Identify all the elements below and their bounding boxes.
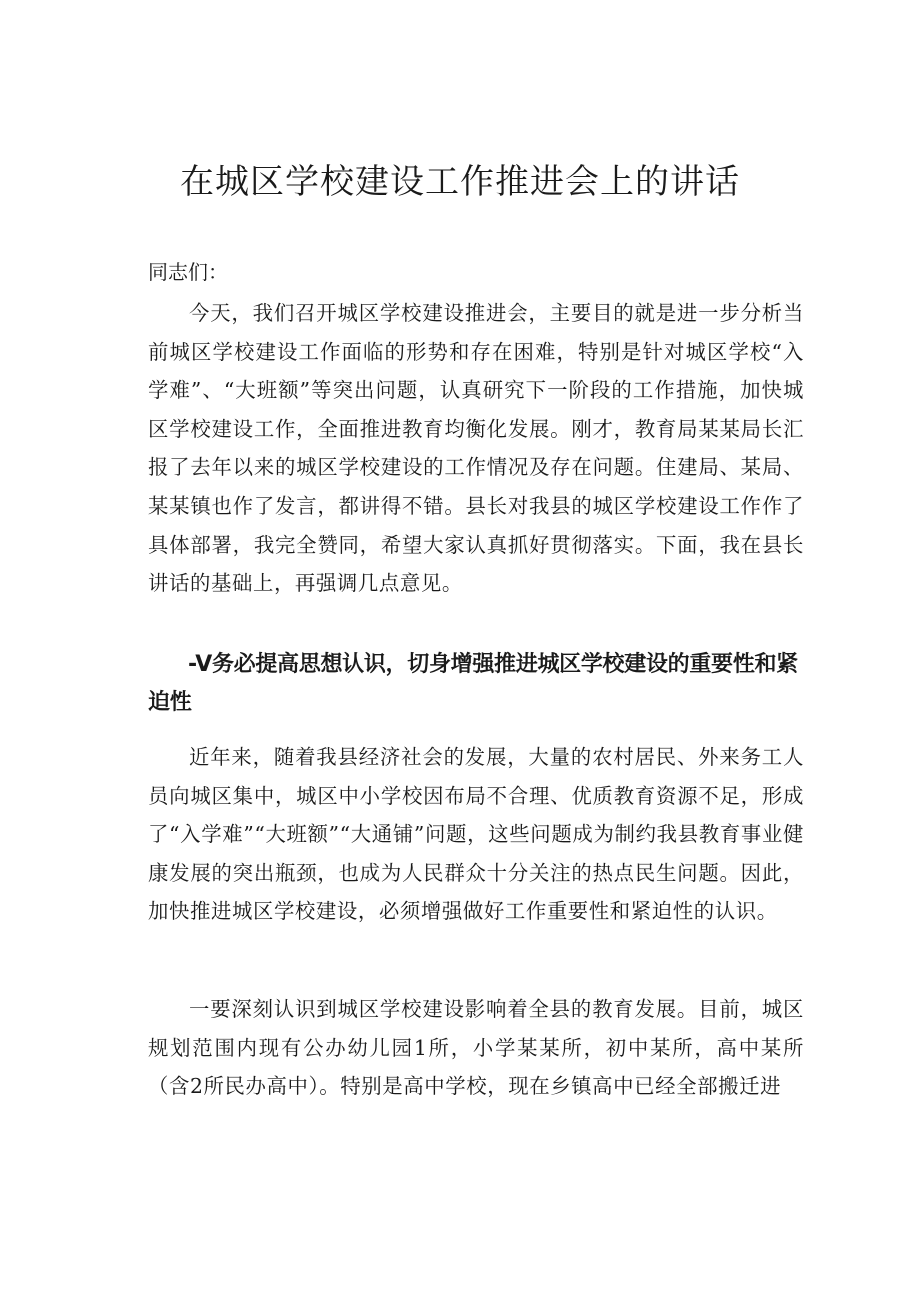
paragraph-recent-years: 近年来，随着我县经济社会的发展，大量的农村居民、外来务工人员向城区集中，城区中小学校因布局不合理、优质教育资源不足，形成了“入学难”“大班额”“大通铺”问题，这些问题成为制约我县教育事业健康发展的突出瓶颈，也成为人民群众十分关注的热点民生问题。因此，加快推进城区学校建设，必须增强做好工作重要性和紧迫性的认识。 bbox=[148, 745, 804, 924]
paragraph-point-one: 一要深刻认识到城区学校建设影响着全县的教育发展。目前，城区规划范围内现有公办幼儿园1所，小学某某所，初中某所，高中某所（含2所民办高中）。特别是高中学校，现在乡镇高中已经全部搬迁进 bbox=[148, 997, 804, 1099]
document-title: 在城区学校建设工作推进会上的讲话 bbox=[180, 162, 740, 202]
salutation: 同志们： bbox=[148, 260, 228, 284]
paragraph-intro: 今天，我们召开城区学校建设推进会，主要目的就是进一步分析当前城区学校建设工作面临的形势和存在困难，特别是针对城区学校“入学难”、“大班额”等突出问题，认真研究下一阶段的工作措施，加快城区学校建设工作，全面推进教育均衡化发展。刚才，教育局某某局长汇报了去年以来的城区学校建设的工作情况及存在问题。住建局、某局、某某镇也作了发言，都讲得不错。县长对我县的城区学校建设工作作了具体部署，我完全赞同，希望大家认真抓好贯彻落实。下面，我在县长讲话的基础上，再强调几点意见。 bbox=[148, 301, 804, 596]
section-heading-1: -V务必提高思想认识，切身增强推进城区学校建设的重要性和紧迫性 bbox=[148, 652, 798, 715]
